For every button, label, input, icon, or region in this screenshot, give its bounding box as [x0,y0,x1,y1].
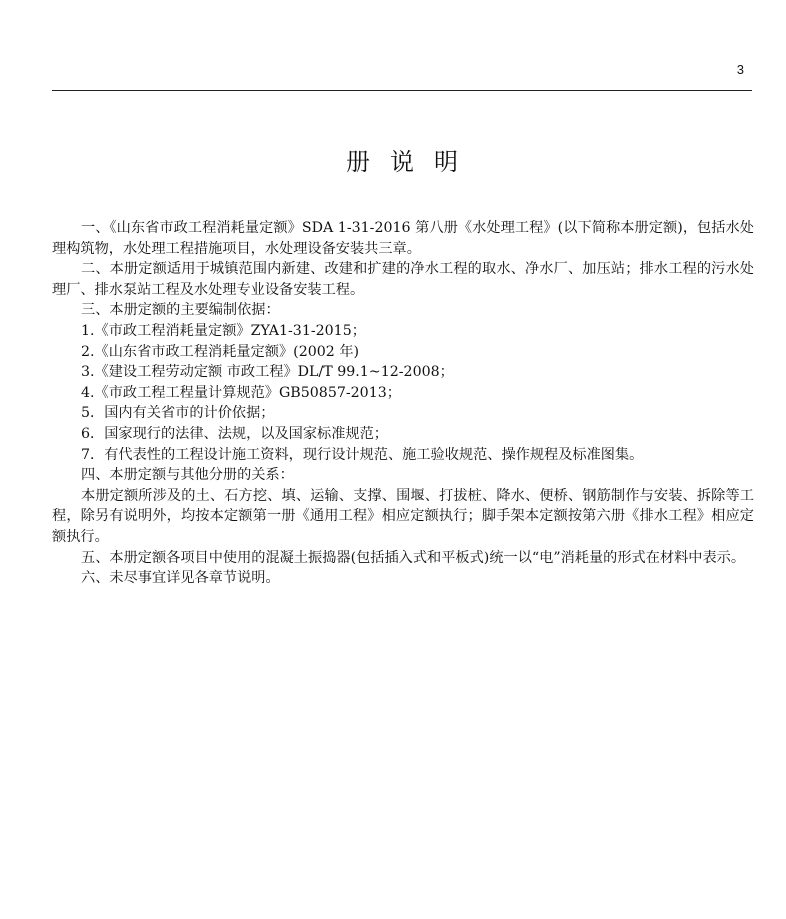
paragraph-4: 四、本册定额与其他分册的关系： [81,467,294,484]
basis-item-7: 7．有代表性的工程设计施工资料，现行设计规范、施工验收规范、操作规程及标准图集。 [81,446,644,463]
paragraph-1: 一、《山东省市政工程消耗量定额》SDA 1-31-2016 第八册《水处理工程》(以下简称本册定额)，包括水处理构筑物，水处理工程措施项目，水处理设备安装共三章。 [52,220,754,257]
basis-item-3: 3.《建设工程劳动定额 市政工程》DL/T 99.1~12-2008； [81,364,454,381]
paragraph-3: 三、本册定额的主要编制依据： [81,302,280,319]
document-body [52,218,754,589]
basis-item-4: 4.《市政工程工程量计算规范》GB50857-2013； [81,384,401,401]
paragraph-5: 五、本册定额各项目中使用的混凝土振捣器(包括插入式和平板式)统一以“电”消耗量的形式在材料中表示。 [81,549,746,566]
basis-item-6: 6．国家现行的法律、法规，以及国家标准规范； [81,425,388,442]
header-divider [52,90,752,91]
paragraph-2: 二、本册定额适用于城镇范围内新建、改建和扩建的净水工程的取水、净水厂、加压站；排水工程的污水处理厂、排水泵站工程及水处理专业设备安装工程。 [52,261,754,298]
basis-item-2: 2.《山东省市政工程消耗量定额》(2002 年) [81,343,360,360]
paragraph-4-detail: 本册定额所涉及的土、石方挖、填、运输、支撑、围堰、打拔桩、降水、便桥、钢筋制作与安装、拆除等工程，除另有说明外，均按本定额第一册《通用工程》相应定额执行；脚手架本定额按第六册《排水工程》相应定额执行。 [52,487,754,545]
page-title: 册说明 [346,148,478,176]
basis-item-5: 5．国内有关省市的计价依据； [81,405,275,422]
basis-item-1: 1.《市政工程消耗量定额》ZYA1-31-2015； [81,322,366,339]
paragraph-6: 六、未尽事宜详见各章节说明。 [81,570,280,587]
page-number: 3 [736,62,744,77]
